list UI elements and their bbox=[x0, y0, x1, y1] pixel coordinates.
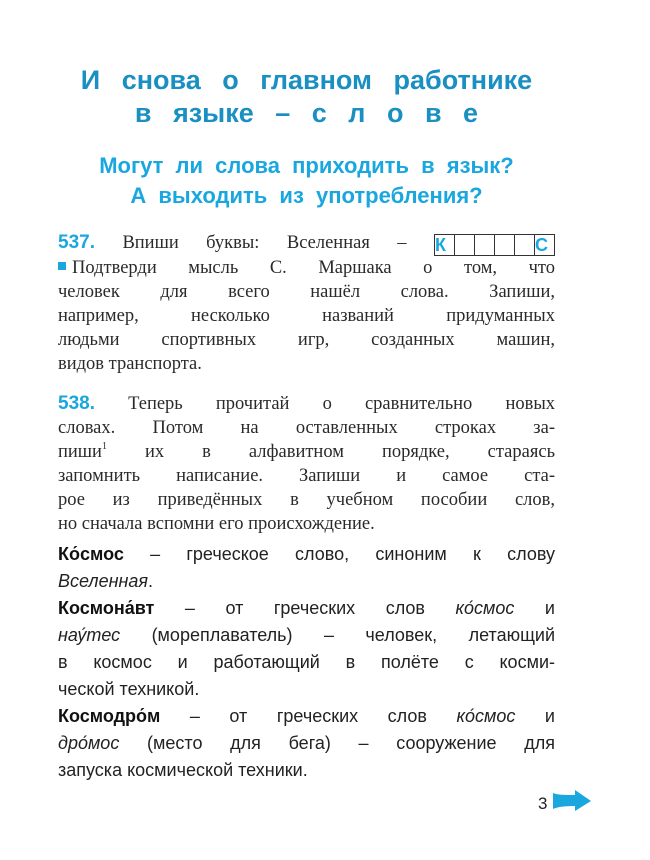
task-line: видов транспорта. bbox=[58, 354, 202, 374]
letter-box[interactable]: К bbox=[435, 235, 455, 255]
definition-kosmonavt: Космона́вт – от греческих слов ко́смос и нау́тес (мореплаватель) – человек, летающий в космос и работающий в полёте с косми- ческой техникой. bbox=[58, 598, 555, 699]
footnote-mark: 1 bbox=[101, 441, 107, 452]
letter-box[interactable] bbox=[515, 235, 535, 255]
letter-box[interactable]: С bbox=[535, 235, 548, 255]
textbook-page bbox=[58, 0, 555, 860]
exercise-538-line: рое из приведённых в учебном пособии слов, bbox=[58, 490, 555, 510]
exercise-number: 537. bbox=[58, 232, 95, 253]
exercise-537-intro: Впиши буквы: Вселенная – bbox=[122, 233, 407, 253]
task-line: человек для всего нашёл слова. Запиши, bbox=[58, 282, 555, 302]
task-line: например, несколько названий придуманных bbox=[58, 306, 555, 326]
exercise-538-line: пиши$^1$ их в алфавитном порядке, стараясь bbox=[58, 441, 556, 462]
exercise-number: 538. bbox=[58, 393, 95, 414]
letter-box[interactable] bbox=[455, 235, 475, 255]
exercise-538-line: но сначала вспомни его происхождение. bbox=[58, 514, 375, 534]
arrow-right-icon[interactable] bbox=[551, 789, 593, 818]
exercise-538 bbox=[58, 392, 555, 536]
task-line: людьми спортивных игр, созданных машин, bbox=[58, 330, 555, 350]
task-line: Подтверди мысль С. Маршака о том, что bbox=[58, 256, 555, 280]
title-line-2: в языке – с л о в е bbox=[134, 98, 479, 128]
page-number: 3 bbox=[538, 793, 548, 813]
subtitle-line-2: А выходить из употребления? bbox=[130, 183, 483, 208]
subtitle-line-1: Могут ли слова приходить в язык? bbox=[99, 153, 514, 178]
exercise-538-line: 538. Теперь прочитай о сравнительно новых bbox=[58, 393, 556, 414]
term: Ко́смос bbox=[58, 544, 124, 564]
letter-box[interactable] bbox=[495, 235, 515, 255]
term: Космодро́м bbox=[58, 706, 161, 726]
square-bullet-icon bbox=[58, 262, 66, 270]
exercise-537 bbox=[58, 231, 555, 376]
section-subtitle bbox=[58, 151, 555, 211]
exercise-538-line: запомнить написание. Запиши и самое ста- bbox=[58, 466, 555, 486]
exercise-538-line: словах. Потом на оставленных строках за- bbox=[58, 418, 555, 438]
title-line-1: И снова о главном работнике bbox=[80, 65, 533, 95]
definition-kosmos: Ко́смос – греческое слово, синоним к слову Вселенная. bbox=[58, 544, 555, 591]
page-footer bbox=[538, 789, 593, 818]
term: Космона́вт bbox=[58, 598, 155, 618]
letter-boxes bbox=[434, 234, 555, 256]
exercise-537-first-line bbox=[58, 231, 555, 256]
letter-box[interactable] bbox=[475, 235, 495, 255]
definition-kosmodrom: Космодро́м – от греческих слов ко́смос и дро́мос (место для бега) – сооружение для запуска космической техники. bbox=[58, 706, 555, 780]
page-title bbox=[58, 64, 555, 130]
